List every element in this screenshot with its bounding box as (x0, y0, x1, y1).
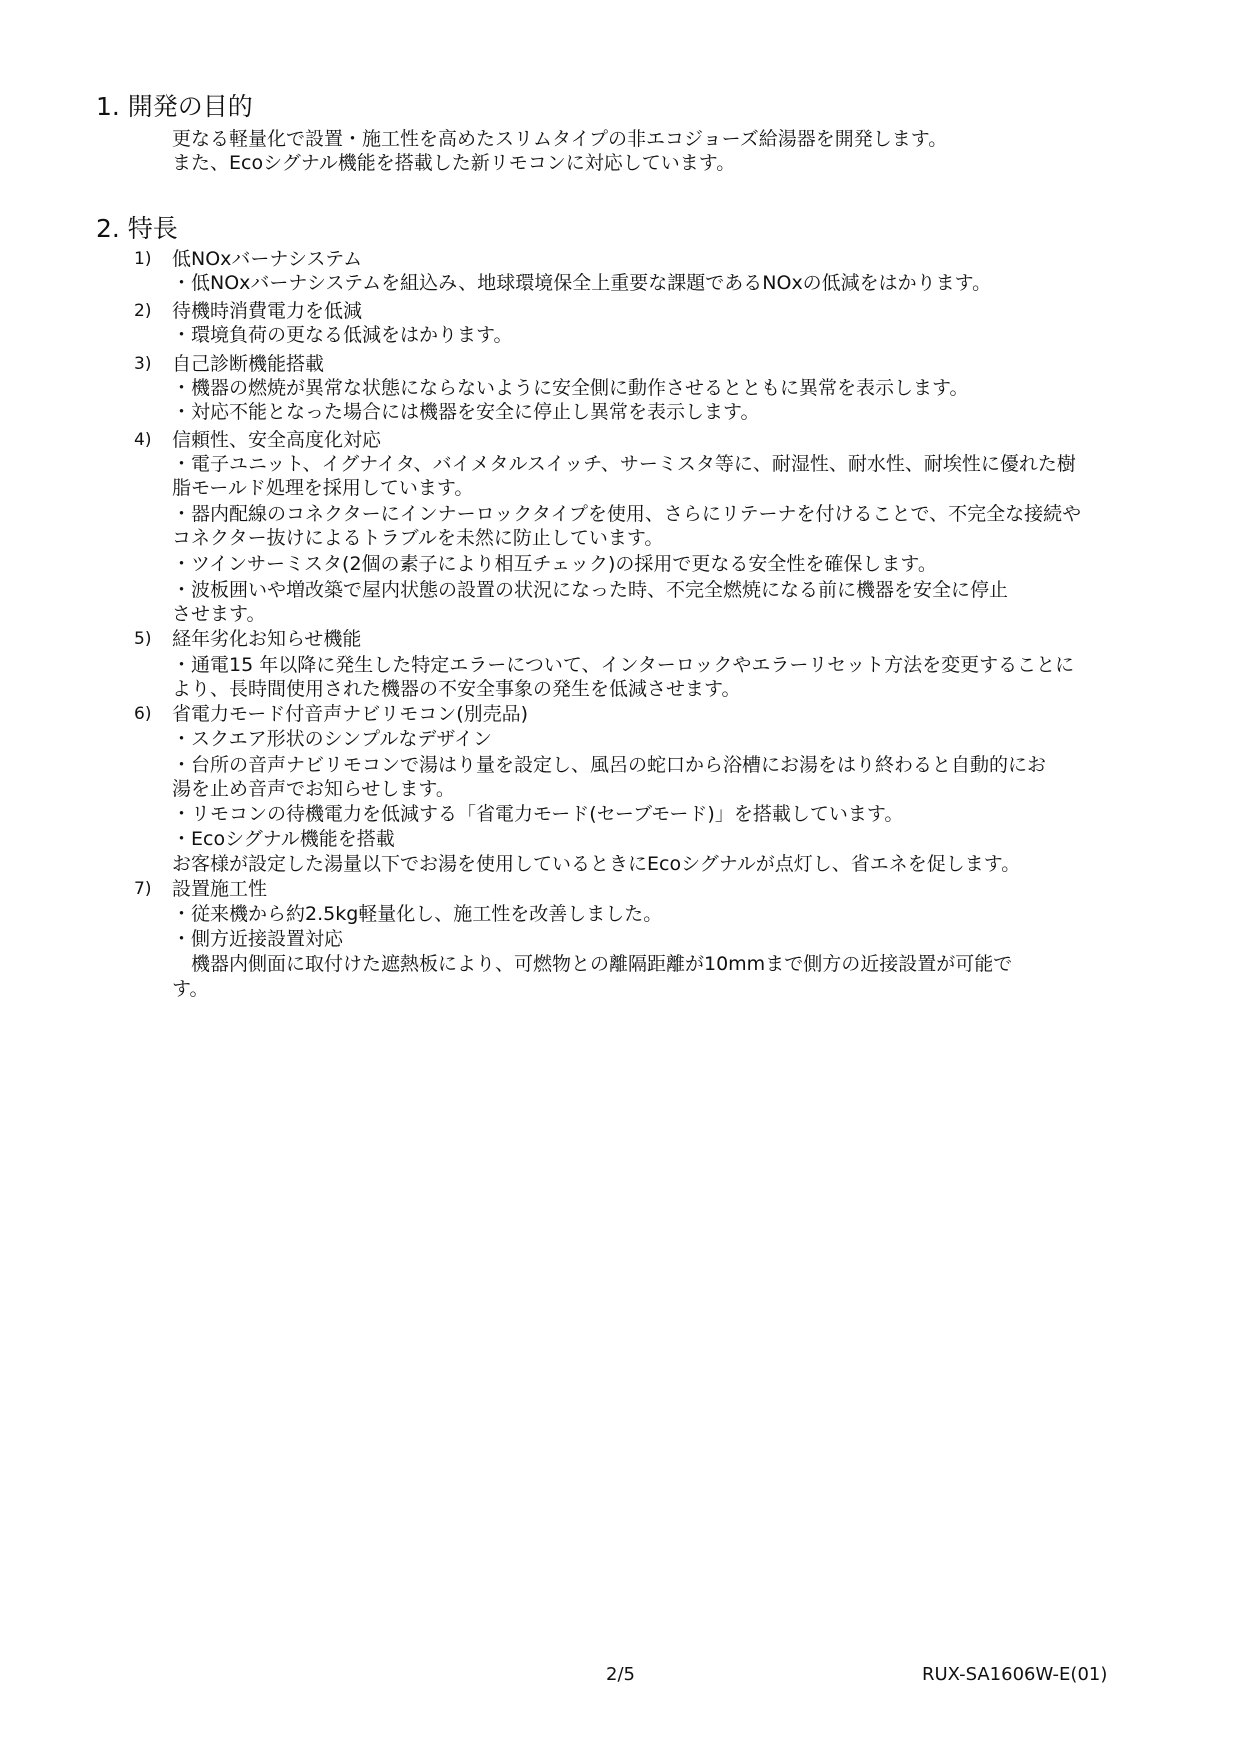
document-code: RUX-SA1606W-E(01) (922, 1664, 1108, 1685)
item-title: 低NOxバーナシステム (172, 248, 363, 270)
item-text-line: ・機器の燃焼が異常な状態にならないように安全側に動作させるとともに異常を表示します。 (172, 377, 969, 399)
item-text-line: 脂モールド処理を採用しています。 (172, 477, 474, 499)
item-text-line: 機器内側面に取付けた遮熱板により、可燃物との離隔距離が10mmまで側方の近接設置が可能で (172, 953, 1013, 975)
item-number: 7) (134, 879, 152, 899)
item-number: 1) (134, 249, 152, 269)
item-text-line: お客様が設定した湯量以下でお湯を使用しているときにEcoシグナルが点灯し、省エネを促します。 (172, 853, 1021, 875)
item-text-line: より、長時間使用された機器の不安全事象の発生を低減させます。 (172, 678, 741, 700)
item-number: 6) (134, 704, 152, 724)
item-text-line: ・Ecoシグナル機能を搭載 (172, 828, 395, 850)
item-title: 設置施工性 (172, 878, 268, 900)
item-text-line: ・側方近接設置対応 (172, 928, 344, 950)
paragraph-line: また、Ecoシグナル機能を搭載した新リモコンに対応しています。 (172, 152, 736, 174)
item-text-line: ・低NOxバーナシステムを組込み、地球環境保全上重要な課題であるNOxの低減をはかります。 (172, 272, 992, 294)
item-number: 5) (134, 629, 152, 649)
paragraph-line: 更なる軽量化で設置・施工性を高めたスリムタイプの非エコジョーズ給湯器を開発します。 (172, 128, 948, 150)
item-number: 2) (134, 301, 152, 321)
item-text-line: ・通電15 年以降に発生した特定エラーについて、インターロックやエラーリセット方法を変更することに (172, 654, 1075, 676)
item-text-line: ・スクエア形状のシンプルなデザイン (172, 728, 493, 750)
item-text-line: ・波板囲いや増改築で屋内状態の設置の状況になった時、不完全燃焼になる前に機器を安全に停止 (172, 579, 1009, 601)
item-title: 待機時消費電力を低減 (172, 300, 363, 322)
section-heading-purpose: 1. 開発の目的 (96, 92, 253, 121)
item-text-line: す。 (172, 978, 209, 1000)
item-text-line: コネクター抜けによるトラブルを未然に防止しています。 (172, 527, 664, 549)
item-title: 経年劣化お知らせ機能 (172, 628, 362, 650)
item-text-line: させます。 (172, 603, 266, 625)
item-text-line: ・器内配線のコネクターにインナーロックタイプを使用、さらにリテーナを付けることで、不完全な接続や (172, 503, 1082, 525)
item-text-line: ・環境負荷の更なる低減をはかります。 (172, 324, 513, 346)
item-text-line: ・従来機から約2.5kg軽量化し、施工性を改善しました。 (172, 903, 663, 925)
item-text-line: ・ツインサーミスタ(2個の素子により相互チェック)の採用で更なる安全性を確保します。 (172, 553, 937, 575)
item-number: 3) (134, 354, 152, 374)
item-title: 省電力モード付音声ナビリモコン(別売品) (172, 703, 529, 725)
item-title: 自己診断機能搭載 (172, 353, 325, 375)
page-number: 2/5 (606, 1664, 635, 1685)
item-text-line: ・電子ユニット、イグナイタ、バイメタルスイッチ、サーミスタ等に、耐湿性、耐水性、耐埃性に優れた樹 (172, 453, 1076, 475)
item-text-line: 湯を止め音声でお知らせします。 (172, 778, 455, 800)
item-text-line: ・台所の音声ナビリモコンで湯はり量を設定し、風呂の蛇口から浴槽にお湯をはり終わると自動的にお (172, 754, 1047, 776)
section-heading-features: 2. 特長 (96, 214, 178, 243)
item-number: 4) (134, 430, 152, 450)
item-title: 信頼性、安全高度化対応 (172, 429, 382, 451)
item-text-line: ・対応不能となった場合には機器を安全に停止し異常を表示します。 (172, 401, 760, 423)
item-text-line: ・リモコンの待機電力を低減する「省電力モード(セーブモード)」を搭載しています。 (172, 803, 904, 825)
